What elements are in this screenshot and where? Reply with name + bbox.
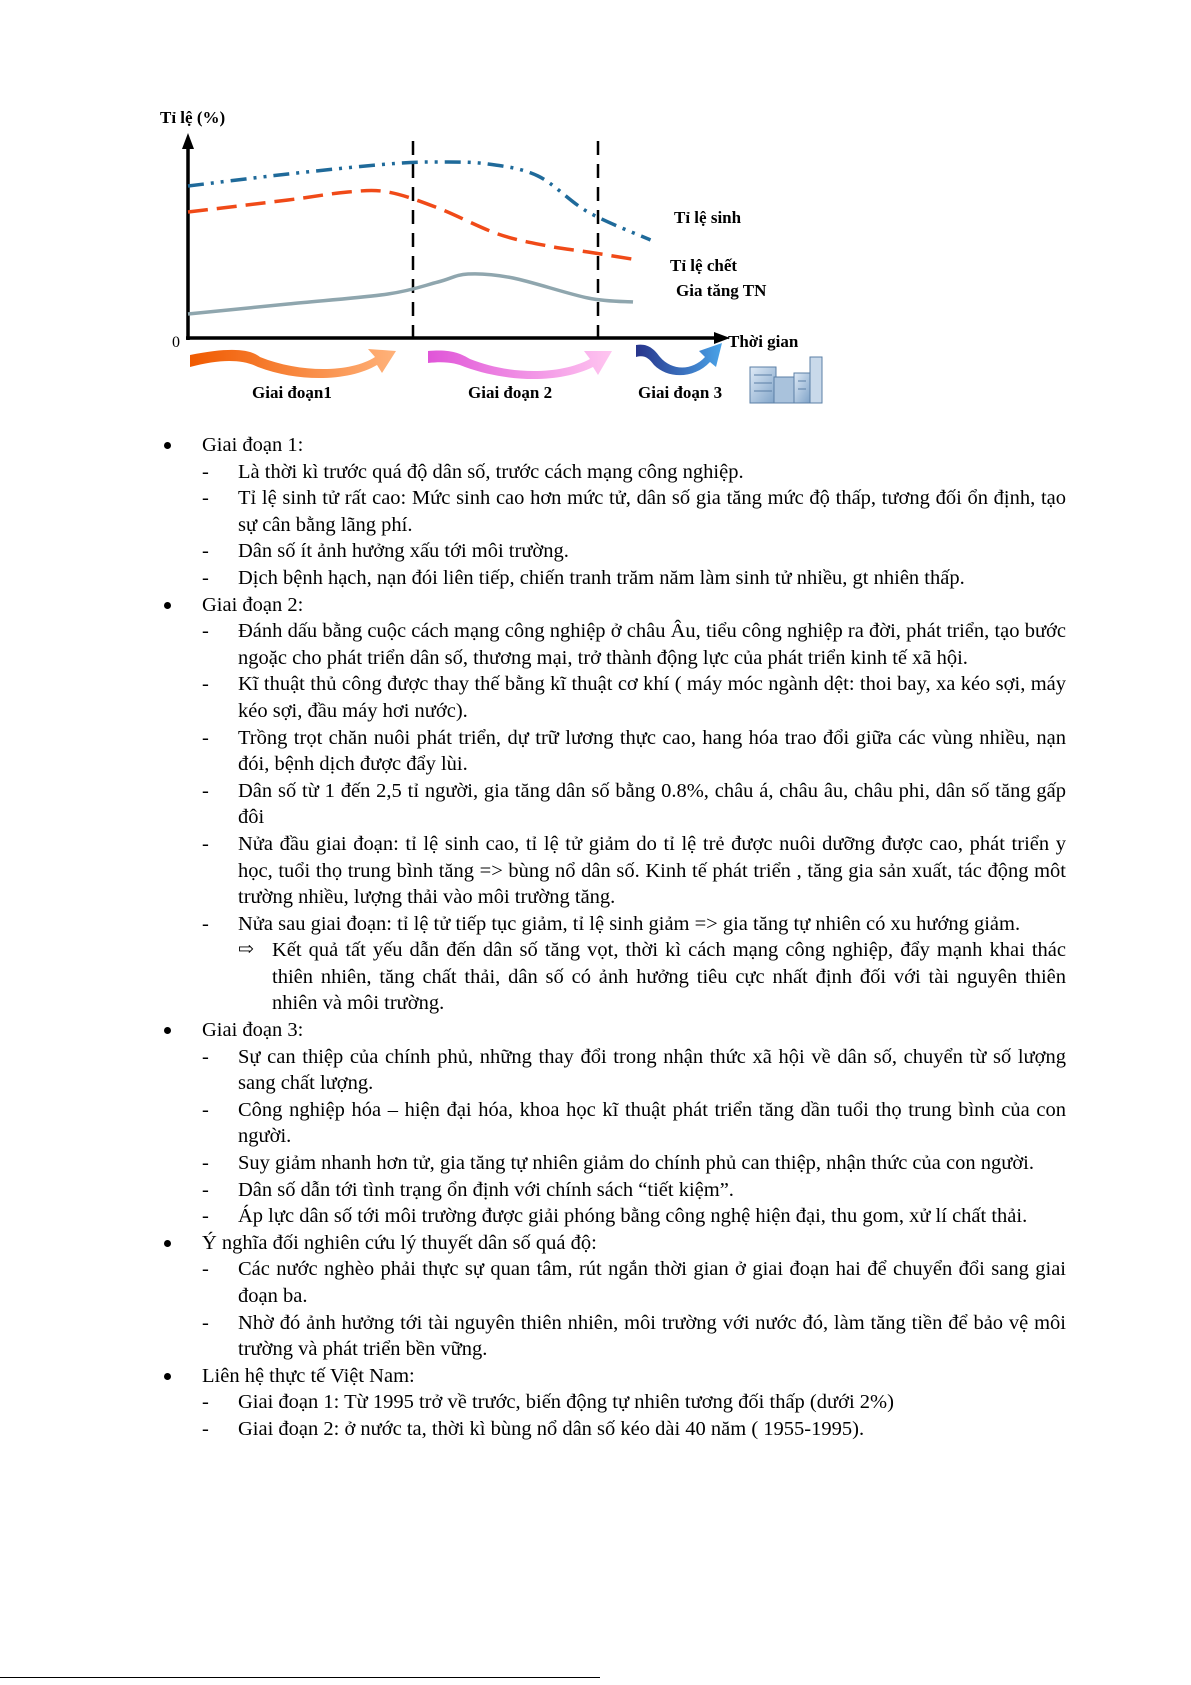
dash-icon: - [202,620,209,643]
list-item-text: Đánh dấu bằng cuộc cách mạng công nghiệp ở châu Âu, tiểu công nghiệp ra đời, phát triển, tạo bước ngoặc cho phát triển dân số, thương mại, trở thành động lực của phát triển kinh tế xã hội. [238,620,1066,669]
stage-2-arrow [428,350,612,379]
conclusion-text: Kết quả tất yếu dẫn đến dân số tăng vọt, thời kì cách mạng công nghiệp, đẩy mạnh khai thác thiên nhiên, tăng chất thải, dân số có ảnh hưởng tiêu cực nhất định đối với tài nguyên thiên nhiên và môi trường. [272,939,1066,1015]
section-heading [202,592,1066,619]
dash-icon: - [202,1258,209,1281]
list-item-text: Giai đoạn 1: Từ 1995 trở về trước, biến động tự nhiên tương đối thấp (dưới 2%) [238,1391,894,1414]
dash-icon: - [202,1178,209,1201]
dash-icon: - [202,912,209,935]
list-item-text: Dịch bệnh hạch, nạn đói liên tiếp, chiến tranh trăm năm làm sinh tử nhiều, gt nhiên thấp. [238,566,965,589]
list-item-text: Dân số ít ảnh hưởng xấu tới môi trường. [238,540,569,563]
origin-label: 0 [172,334,180,351]
list-item [202,1044,1066,1097]
stage-3-label: Giai đoạn 3 [638,383,723,402]
stage-1-arrow [190,349,396,378]
series-line-natural-increase [188,274,633,314]
section-title: Giai đoạn 2: [202,593,304,616]
list-item [202,1310,1066,1363]
document-body [160,432,1066,1443]
city-buildings-icon [750,357,822,403]
section-title: Giai đoạn 1: [202,434,304,456]
series-label-death-rate: Tỉ lệ chết [670,256,738,275]
list-item-text: Dân số từ 1 đến 2,5 tỉ người, gia tăng dân số bằng 0.8%, châu á, châu âu, châu phi, dân số tăng gấp đôi [238,779,1066,829]
list-item-text: Sự can thiệp của chính phủ, những thay đổi trong nhận thức xã hội về dân số, chuyển từ số lượng sang chất lượng. [238,1045,1066,1095]
section-heading [202,1230,1066,1257]
list-item-text: Dân số dẫn tới tình trạng ổn định với chính sách “tiết kiệm”. [238,1178,734,1201]
list-item-text: Là thời kì trước quá độ dân số, trước cách mạng công nghiệp. [238,460,744,483]
list-item [202,831,1066,911]
list-item-text: Nửa đầu giai đoạn: tỉ lệ sinh cao, tỉ lệ tử giảm do tỉ lệ trẻ được nuôi dưỡng được cao, phát triển y học, tuổi thọ trung bình tăng => bùng nổ dân số. Kinh tế phát triển , tăng gia sản xuất, tác động môt trường nhiều, lượng thải vào môi trường tăng. [238,832,1066,909]
section-2 [160,592,1066,1018]
list-item [202,1389,1066,1416]
list-item-text: Các nước nghèo phải thực sự quan tâm, rút ngắn thời gian ở giai đoạn hai để chuyển đổi sang giai đoạn ba. [238,1258,1066,1307]
list-item [202,1416,1066,1443]
list-item [202,459,1066,486]
list-item-text: Suy giảm nhanh hơn tử, gia tăng tự nhiên giảm do chính phủ can thiệp, nhận thức của con người. [238,1152,1034,1175]
section-heading [202,432,1066,459]
stage-2-label: Giai đoạn 2 [468,383,553,402]
dash-icon: - [202,1098,209,1121]
list-item [202,725,1066,778]
list-item [202,1256,1066,1309]
list-item [202,618,1066,671]
demographic-transition-chart [160,105,880,435]
y-axis-label: Tỉ lệ (%) [160,108,226,127]
section-5 [160,1363,1066,1443]
dash-icon: - [202,832,209,855]
list-item [202,538,1066,565]
dash-icon: - [202,566,209,589]
list-item-text: Trồng trọt chăn nuôi phát triển, dự trữ lương thực cao, hang hóa trao đổi giữa các vùng nhiều, nạn đói, bệnh dịch được đẩy lùi. [238,726,1066,776]
section-title: Ý nghĩa đối nghiên cứu lý thuyết dân số quá độ: [202,1231,597,1254]
section-3 [160,1017,1066,1230]
dash-icon: - [202,487,209,510]
list-item-text: Công nghiệp hóa – hiện đại hóa, khoa học kĩ thuật phát triển tăng dần tuổi thọ trung bình của con người. [238,1098,1066,1148]
series-label-birth-rate: Tỉ lệ sinh [674,208,742,227]
dash-icon: - [202,726,209,749]
conclusion-item [202,937,1066,1017]
footer-rule [0,1677,600,1678]
dash-icon: - [202,1311,209,1334]
section-heading [202,1363,1066,1390]
list-item-text: Giai đoạn 2: ở nước ta, thời kì bùng nổ dân số kéo dài 40 năm ( 1955-1995). [238,1417,865,1440]
dash-icon: - [202,460,209,483]
list-item-text: Tỉ lệ sinh tử rất cao: Mức sinh cao hơn mức tử, dân số gia tăng mức độ thấp, tương đối ổn định, tạo sự cân bằng lãng phí. [238,487,1066,536]
dash-icon: - [202,1152,209,1175]
dash-list [202,618,1066,1017]
list-item-text: Nhờ đó ảnh hưởng tới tài nguyên thiên nhiên, môi trường với nước đó, làm tăng tiền để bảo vệ môi trường và phát triển bền vững. [238,1311,1066,1361]
dash-icon: - [202,1205,209,1228]
dash-list [202,1389,1066,1442]
list-item [202,671,1066,724]
list-item-text: Kĩ thuật thủ công được thay thế bằng kĩ thuật cơ khí ( máy móc ngành dệt: thoi bay, xa kéo sợi, máy kéo sợi, đầu máy hơi nước). [238,673,1066,722]
bullet-icon [164,1240,171,1247]
stage-3-arrow [636,343,722,375]
list-item [202,1097,1066,1150]
list-item [202,1150,1066,1177]
dash-icon: - [202,1391,209,1414]
series-label-natural-increase: Gia tăng TN [676,281,767,300]
list-item [202,911,1066,938]
list-item [202,778,1066,831]
dash-list [202,1044,1066,1230]
list-item-text: Áp lực dân số tới môi trường được giải phóng bằng công nghệ hiện đại, thu gom, xử lí chất thải. [238,1205,1028,1228]
dash-icon: - [202,1045,209,1068]
dash-icon: - [202,779,209,802]
section-1 [160,432,1066,592]
dash-icon: - [202,540,209,563]
dash-icon: - [202,673,209,696]
dash-list [202,459,1066,592]
x-axis-label: Thời gian [728,332,799,351]
bullet-icon [164,1027,171,1034]
section-title: Liên hệ thực tế Việt Nam: [202,1364,415,1387]
bullet-icon [164,602,171,609]
list-item [202,565,1066,592]
section-heading [202,1017,1066,1044]
bullet-icon [164,442,171,449]
y-axis-arrowhead [182,133,194,149]
list-item-text: Nửa sau giai đoạn: tỉ lệ tử tiếp tục giảm, tỉ lệ sinh giảm => gia tăng tự nhiên có xu hướng giảm. [238,912,1021,935]
stage-1-label: Giai đoạn1 [252,383,332,402]
right-arrow-icon: ⇨ [238,939,254,961]
section-4 [160,1230,1066,1363]
list-item [202,1177,1066,1204]
list-item [202,485,1066,538]
list-item [202,1203,1066,1230]
section-title: Giai đoạn 3: [202,1019,304,1042]
dash-list [202,1256,1066,1362]
dash-icon: - [202,1417,209,1440]
bullet-icon [164,1373,171,1380]
